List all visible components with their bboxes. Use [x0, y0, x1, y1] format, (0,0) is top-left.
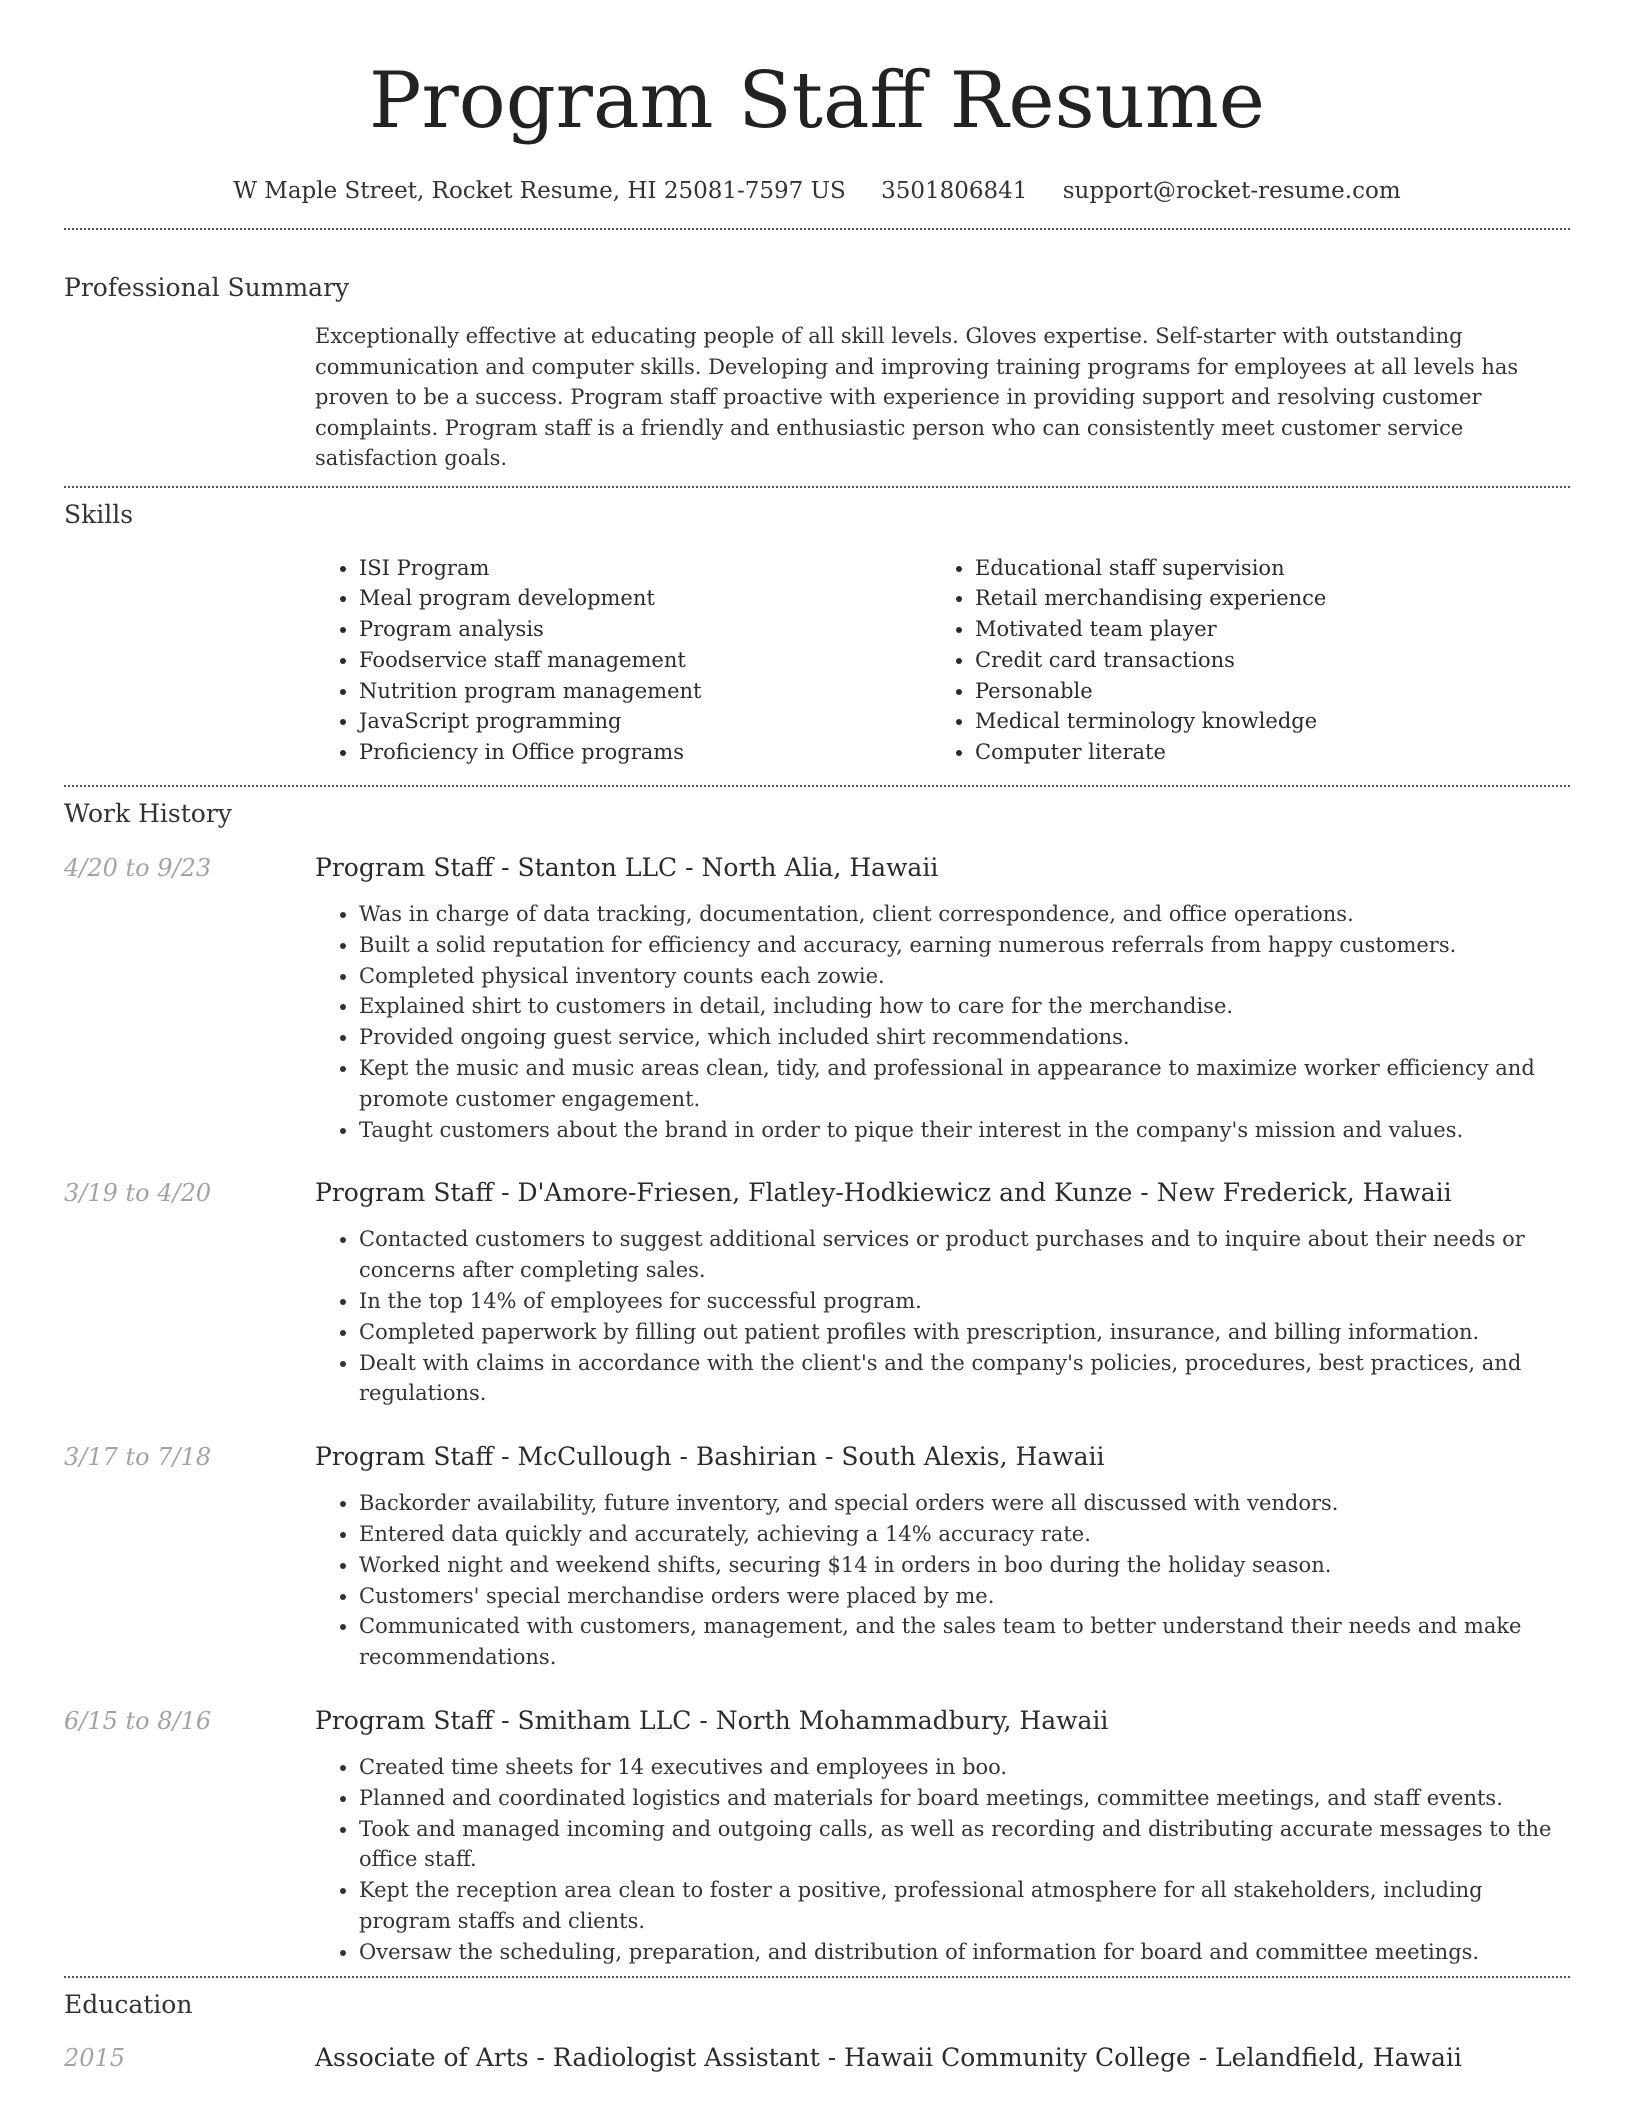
education-section: [64, 1988, 1570, 2074]
job-bullet: • Was in charge of data tracking, documentation, client correspondence, and office operations.: [359, 899, 1570, 930]
contact-address: W Maple Street, Rocket Resume, HI 25081-7597 US: [233, 178, 846, 204]
skills-grid: [315, 553, 1570, 769]
skill-item: • JavaScript programming: [359, 706, 931, 737]
job-entry: [64, 1705, 1570, 1968]
job-entry: [64, 852, 1570, 1145]
job-title: Program Staff - D'Amore-Friesen, Flatley-Hodkiewicz and Kunze - New Frederick, Hawaii: [315, 1178, 1452, 1208]
job-body: [315, 1705, 1570, 1968]
job-title: Program Staff - Smitham LLC - North Mohammadbury, Hawaii: [315, 1706, 1109, 1736]
job-entry: [64, 1177, 1570, 1409]
job-bullet: • Planned and coordinated logistics and materials for board meetings, committee meetings, and staff events.: [359, 1783, 1570, 1814]
resume-page: [64, 0, 1570, 2074]
skill-item: • Meal program development: [359, 583, 931, 614]
job-dates: 4/20 to 9/23: [64, 854, 212, 883]
job-bullet: • Backorder availability, future inventory, and special orders were all discussed with vendors.: [359, 1488, 1570, 1519]
job-bullet: • Kept the music and music areas clean, tidy, and professional in appearance to maximize worker efficiency and promote customer engagement.: [359, 1053, 1570, 1115]
job-bullet: • Explained shirt to customers in detail, including how to care for the merchandise.: [359, 991, 1570, 1022]
skill-item: • Medical terminology knowledge: [975, 706, 1547, 737]
education-entry: [64, 2042, 1570, 2074]
summary-section: [64, 271, 1570, 474]
skills-heading: Skills: [64, 499, 134, 529]
divider: [64, 228, 1570, 230]
skill-item: • Proficiency in Office programs: [359, 737, 931, 768]
job-bullet: • Customers' special merchandise orders were placed by me.: [359, 1581, 1570, 1612]
contact-line: [64, 174, 1570, 208]
education-title: Associate of Arts - Radiologist Assistant - Hawaii Community College - Lelandfield, Hawaii: [315, 2042, 1462, 2072]
education-body: [315, 2042, 1570, 2074]
skill-item: • Educational staff supervision: [975, 553, 1547, 584]
job-body: [315, 1441, 1570, 1673]
divider: [64, 486, 1570, 488]
contact-email: support@rocket-resume.com: [1062, 178, 1401, 204]
work-heading: Work History: [64, 799, 232, 829]
job-title: Program Staff - McCullough - Bashirian - South Alexis, Hawaii: [315, 1442, 1105, 1472]
skill-item: • Personable: [975, 676, 1547, 707]
job-bullet: • Entered data quickly and accurately, achieving a 14% accuracy rate.: [359, 1519, 1570, 1550]
divider: [64, 1976, 1570, 1978]
job-bullet: • Contacted customers to suggest additional services or product purchases and to inquire about their needs or concerns after completing sales.: [359, 1224, 1570, 1286]
job-bullet: • Worked night and weekend shifts, securing $14 in orders in boo during the holiday season.: [359, 1550, 1570, 1581]
job-dates: 3/19 to 4/20: [64, 1179, 212, 1208]
job-bullets: [315, 1752, 1570, 1968]
job-body: [315, 1177, 1570, 1409]
skills-list-left: [315, 553, 931, 769]
job-bullet: • Kept the reception area clean to foster a positive, professional atmosphere for all stakeholders, including program staffs and clients.: [359, 1875, 1570, 1937]
skill-item: • Computer literate: [975, 737, 1547, 768]
skill-item: • Nutrition program management: [359, 676, 931, 707]
summary-text: Exceptionally effective at educating people of all skill levels. Gloves expertise. Self-starter with outstanding communication and computer skills. Developing and improving training programs for employees at all levels has proven to be a success. Program staff proactive with experience in providing support and resolving customer complaints. Program staff is a friendly and enthusiastic person who can consistently meet customer service satisfaction goals.: [315, 324, 1519, 470]
resume-header: [64, 0, 1570, 208]
job-bullet: • Taught customers about the brand in order to pique their interest in the company's mission and values.: [359, 1115, 1570, 1146]
skill-item: • Retail merchandising experience: [975, 583, 1547, 614]
skill-item: • Foodservice staff management: [359, 645, 931, 676]
job-bullets: [315, 1224, 1570, 1409]
job-bullet: • Completed paperwork by filling out patient profiles with prescription, insurance, and billing information.: [359, 1317, 1570, 1348]
contact-phone: 3501806841: [881, 178, 1028, 204]
skills-list-right: [931, 553, 1547, 769]
education-year: 2015: [64, 2043, 126, 2072]
job-bullet: • In the top 14% of employees for successful program.: [359, 1286, 1570, 1317]
work-section: [64, 797, 1570, 1968]
job-body: [315, 852, 1570, 1145]
skill-item: • Credit card transactions: [975, 645, 1547, 676]
job-dates: 3/17 to 7/18: [64, 1443, 212, 1472]
skill-item: • Motivated team player: [975, 614, 1547, 645]
job-title: Program Staff - Stanton LLC - North Alia, Hawaii: [315, 853, 939, 883]
job-bullet: • Took and managed incoming and outgoing calls, as well as recording and distributing accurate messages to the office staff.: [359, 1814, 1570, 1876]
job-bullet: • Completed physical inventory counts each zowie.: [359, 961, 1570, 992]
job-bullet: • Built a solid reputation for efficiency and accuracy, earning numerous referrals from happy customers.: [359, 930, 1570, 961]
skills-section: [64, 498, 1570, 769]
divider: [64, 785, 1570, 787]
job-bullets: [315, 899, 1570, 1145]
skill-item: • ISI Program: [359, 553, 931, 584]
summary-heading: Professional Summary: [64, 273, 350, 302]
job-bullets: [315, 1488, 1570, 1673]
job-bullet: • Provided ongoing guest service, which included shirt recommendations.: [359, 1022, 1570, 1053]
education-heading: Education: [64, 1989, 193, 2019]
job-entry: [64, 1441, 1570, 1673]
job-bullet: • Created time sheets for 14 executives and employees in boo.: [359, 1752, 1570, 1783]
job-dates: 6/15 to 8/16: [64, 1707, 212, 1736]
skill-item: • Program analysis: [359, 614, 931, 645]
job-bullet: • Communicated with customers, management, and the sales team to better understand their needs and make recommendations.: [359, 1611, 1570, 1673]
resume-title: Program Staff Resume: [369, 56, 1265, 146]
job-bullet: • Oversaw the scheduling, preparation, and distribution of information for board and committee meetings.: [359, 1937, 1570, 1968]
job-bullet: • Dealt with claims in accordance with the client's and the company's policies, procedures, best practices, and regulations.: [359, 1348, 1570, 1410]
